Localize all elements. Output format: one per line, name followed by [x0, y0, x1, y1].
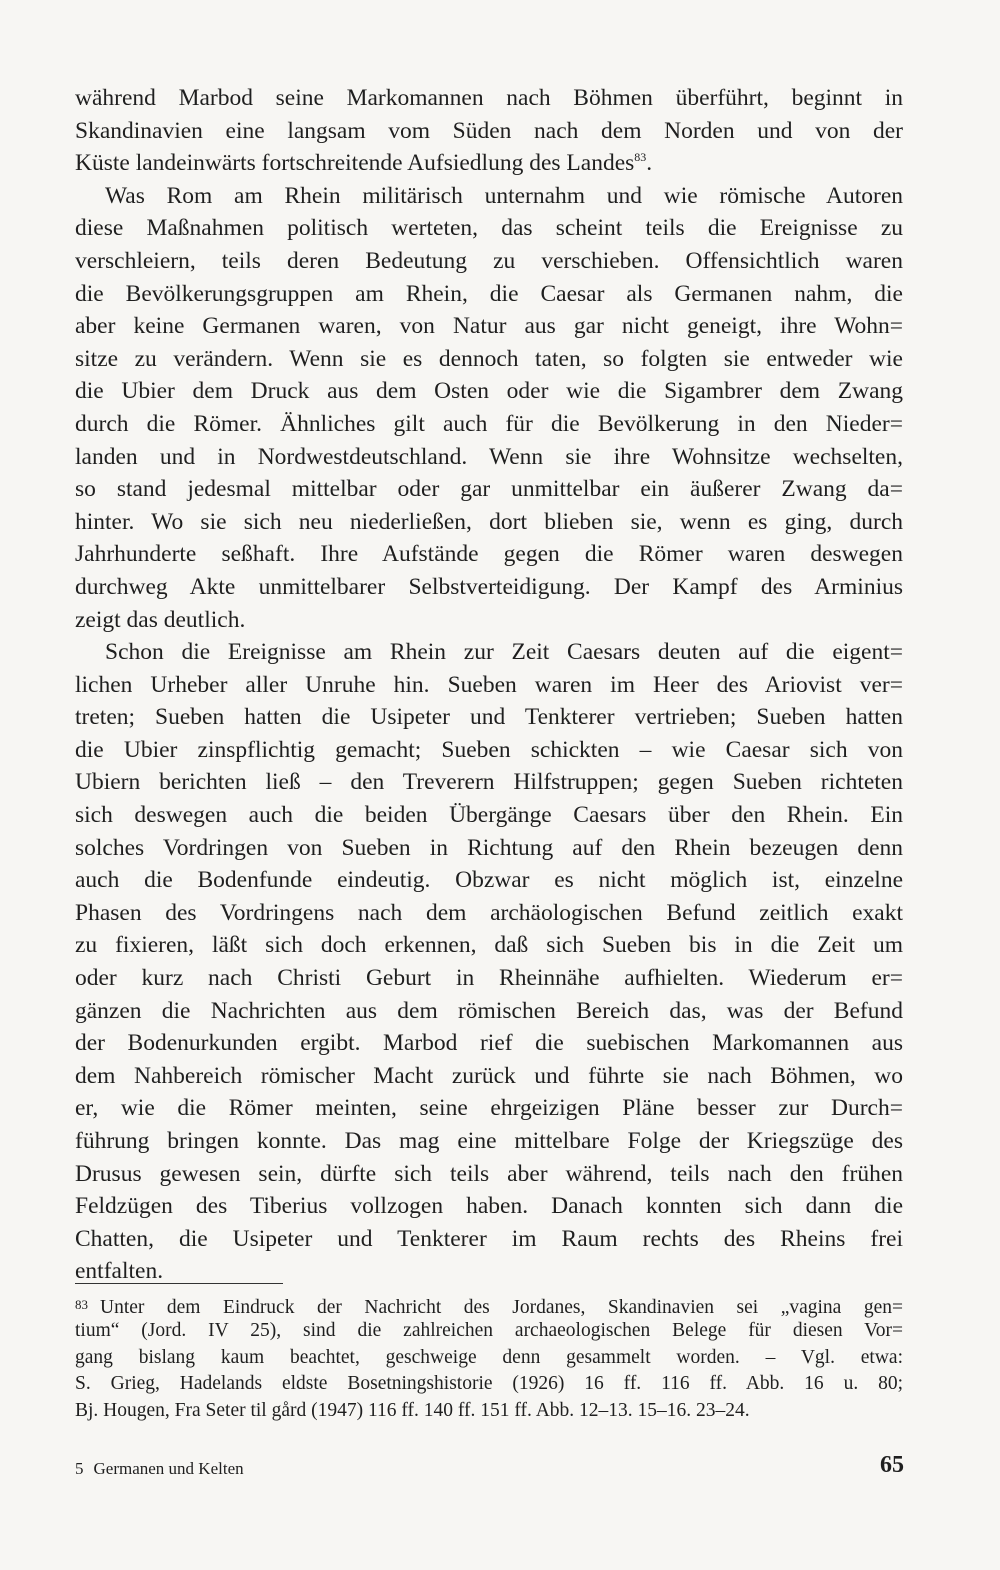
text-line: Was Rom am Rhein militärisch unternahm und wie römische Autoren: [105, 182, 903, 209]
text-line: landen und in Nordwestdeutschland. Wenn sie ihre Wohnsitze wechselten,: [75, 443, 903, 470]
footnote-line: Bj. Hougen, Fra Seter til gård (1947) 116 ff. 140 ff. 151 ff. Abb. 12–13. 15–16. 23–24.: [75, 1399, 750, 1421]
text-line: während Marbod seine Markomannen nach Böhmen überführt, beginnt in: [75, 85, 903, 111]
footnote-line: S. Grieg, Hadelands eldste Bosetningshistorie (1926) 16 ff. 116 ff. Abb. 16 u. 80;: [75, 1373, 903, 1395]
book-title: Germanen und Kelten: [93, 1459, 244, 1478]
text-line: Küste landeinwärts fortschreitende Aufsiedlung des Landes$^{83}$.: [75, 150, 653, 177]
text-line: treten; Sueben hatten die Usipeter und Tenkterer vertrieben; Sueben hatten: [75, 704, 903, 731]
text-line: auch die Bodenfunde eindeutig. Obzwar es nicht möglich ist, einzelne: [75, 867, 903, 894]
text-line: solches Vordringen von Sueben in Richtung auf den Rhein bezeugen denn: [75, 834, 903, 861]
text-line: aber keine Germanen waren, von Natur aus gar nicht geneigt, ihre Wohn=: [75, 313, 903, 340]
text-line: hinter. Wo sie sich neu niederließen, dort blieben sie, wenn es ging, durch: [75, 508, 903, 535]
text-line: Skandinavien eine langsam vom Süden nach dem Norden und von der: [75, 117, 903, 144]
text-line: Jahrhunderte seßhaft. Ihre Aufstände gegen die Römer waren deswegen: [75, 541, 903, 568]
text-line: entfalten.: [75, 1258, 164, 1285]
footnote-reference[interactable]: 83: [634, 150, 647, 165]
text-line: oder kurz nach Christi Geburt in Rheinnähe aufhielten. Wiederum er=: [75, 965, 903, 992]
footnote-number: 83: [75, 1297, 88, 1312]
text-line: durchweg Akte unmittelbarer Selbstverteidigung. Der Kampf des Arminius: [75, 573, 903, 600]
footnote-line: gang bislang kaum beachtet, geschweige denn gesammelt worden. – Vgl. etwa:: [75, 1346, 903, 1368]
text-line: durch die Römer. Ähnliches gilt auch für die Bevölkerung in den Nieder=: [75, 410, 903, 437]
text-line: Drusus gewesen sein, dürfte sich teils aber während, teils nach den frühen: [75, 1160, 903, 1187]
text-line: Schon die Ereignisse am Rhein zur Zeit Caesars deuten auf die eigent=: [105, 639, 903, 666]
text-line: sitze zu verändern. Wenn sie es dennoch taten, so folgten sie entweder wie: [75, 345, 903, 372]
text-line: Feldzügen des Tiberius vollzogen haben. Danach konnten sich dann die: [75, 1193, 903, 1220]
signature-mark: 5: [75, 1459, 84, 1478]
text-line: lichen Urheber aller Unruhe hin. Sueben waren im Heer des Ariovist ver=: [75, 671, 903, 698]
footnote: [75, 1292, 903, 1424]
text-line: Phasen des Vordringens nach dem archäologischen Befund zeitlich exakt: [75, 899, 903, 926]
text-line: die Bevölkerungsgruppen am Rhein, die Caesar als Germanen nahm, die: [75, 280, 903, 307]
footnote-line: [75, 1292, 903, 1318]
text-line: der Bodenurkunden ergibt. Marbod rief die suebischen Markomannen aus: [75, 1030, 903, 1057]
page-footer-signature: [75, 1458, 244, 1480]
text-line: Ubiern berichten ließ – den Treverern Hilfstruppen; gegen Sueben richteten: [75, 769, 903, 796]
text-line: dem Nahbereich römischer Macht zurück und führte sie nach Böhmen, wo: [75, 1062, 903, 1089]
footnote-line-content: Unter dem Eindruck der Nachricht des Jordanes, Skandinavien sei „vagina gen=: [100, 1297, 903, 1318]
footnote-line: tium“ (Jord. IV 25), sind die zahlreichen archaeologischen Belege für diesen Vor=: [75, 1320, 903, 1342]
text-line: gänzen die Nachrichten aus dem römischen Bereich das, was der Befund: [75, 997, 903, 1024]
text-line: sich deswegen auch die beiden Übergänge Caesars über den Rhein. Ein: [75, 802, 903, 829]
text-line: diese Maßnahmen politisch werteten, das scheint teils die Ereignisse zu: [75, 215, 903, 242]
text-line: zu fixieren, läßt sich doch erkennen, daß sich Sueben bis in die Zeit um: [75, 932, 903, 959]
text-line: die Ubier dem Druck aus dem Osten oder wie die Sigambrer dem Zwang: [75, 378, 903, 405]
text-line: verschleiern, teils deren Bedeutung zu verschieben. Offensichtlich waren: [75, 247, 903, 274]
text-line-content: Küste landeinwärts fortschreitende Aufsiedlung des Landes: [75, 150, 635, 177]
text-line: er, wie die Römer meinten, seine ehrgeizigen Pläne besser zur Durch=: [75, 1095, 903, 1122]
text-line: so stand jedesmal mittelbar oder gar unmittelbar ein äußerer Zwang da=: [75, 476, 903, 503]
text-line: die Ubier zinspflichtig gemacht; Sueben schickten – wie Caesar sich von: [75, 736, 903, 763]
text-line: zeigt das deutlich.: [75, 606, 246, 633]
text-line: führung bringen konnte. Das mag eine mittelbare Folge der Kriegszüge des: [75, 1128, 903, 1154]
footnote-separator: [75, 1283, 283, 1284]
page-number: 65: [880, 1452, 904, 1478]
main-text: [75, 82, 903, 1288]
text-line: Chatten, die Usipeter und Tenkterer im Raum rechts des Rheins frei: [75, 1225, 903, 1252]
